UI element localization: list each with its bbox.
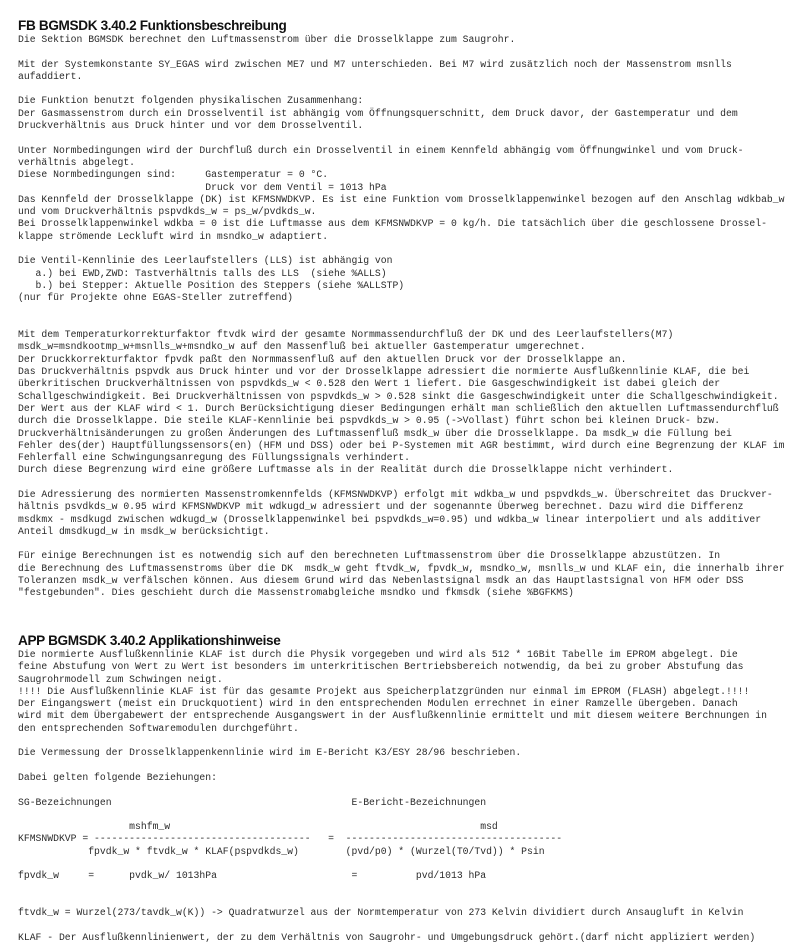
text-line: KFMSNWDKVP = ------------------------------------- = ------------------------------------- — [18, 833, 563, 845]
text-line — [18, 83, 798, 95]
text-line: hältnis psvdkds_w 0.95 wird KFMSNWDKVP mit wdkugd_w adressiert und der sogenannte Überweg berechnet. Dazu wird die Differenz — [18, 501, 744, 513]
text-line: Die Ventil-Kennlinie des Leerlaufstellers (LLS) ist abhängig von — [18, 255, 393, 267]
text-line — [18, 735, 798, 747]
text-line — [18, 243, 798, 255]
text-line: Schallgeschwindigkeit. Bei Druckverhältnissen von pspvdkds_w > 0.528 sinkt die Gasgeschwindigkeit unter die Schallgeschwindigkeit. — [18, 390, 779, 402]
text-line: Mit dem Temperaturkorrekturfaktor ftvdk wird der gesamte Normmassendurchfluß der DK und des Leerlaufstellers(M7) — [18, 329, 674, 341]
text-line: SG-Bezeichnungen E-Bericht-Bezeichnungen — [18, 796, 487, 808]
text-line: die Berechnung des Luftmassenstroms über die DK msdk_w geht ftvdk_w, fpvdk_w, msndko_w, msnlls_w und KLAF ein, die innerhalb ihrer — [18, 562, 785, 574]
text-line: Die Adressierung des normierten Massenstromkennfelds (KFMSNWDKVP) erfolgt mit wdkba_w und pspvdkds_w. Überschreitet das Druckver- — [18, 488, 773, 500]
text-line — [18, 895, 798, 907]
text-line: Fehler des(der) Hauptfüllungssensors(en) (HFM und DSS) oder bei P-Systemen mit AGR bestimmt, wird durch eine Begrenzung der KLAF im — [18, 439, 785, 451]
text-line: wird mit dem Übergabewert der entsprechende Ausgangswert in der Ausflußkennlinie ermittelt und mit diesem weitere Berchnungen in — [18, 710, 767, 722]
text-line — [18, 305, 798, 317]
text-line: Diese Normbedingungen sind: Gastemperatur = 0 °C. — [18, 169, 329, 181]
section-heading: FB BGMSDK 3.40.2 Funktionsbeschreibung — [18, 18, 287, 33]
text-line: Durch diese Begrenzung wird eine größere Luftmasse als in der Realität durch die Drosselklappe nicht verhindert. — [18, 464, 674, 476]
text-line: Der Eingangswert (meist ein Druckquotient) wird in den entsprechenden Modulen errechnet in einer Ramzelle übergeben. Danach — [18, 698, 738, 710]
text-line: fpvdk_w * ftvdk_w * KLAF(pspvdkds_w) (pvd/p0) * (Wurzel(T0/Tvd)) * Psin — [18, 845, 545, 857]
text-line — [18, 132, 798, 144]
text-line: Bei Drosselklappenwinkel wdkba = 0 ist die Luftmasse aus dem KFMSNWDKVP = 0 kg/h. Die tatsächlich über die geschlossene Drossel- — [18, 218, 767, 230]
text-line: Druckverhältnis aus Druck hinter und vor dem Drosselventil. — [18, 120, 364, 132]
text-line: Saugrohrmodell zum Schwingen neigt. — [18, 673, 223, 685]
section-body — [18, 649, 798, 944]
text-line: Fehlerfall eine Schwingungsanregung des Füllungssignals verhindert. — [18, 452, 411, 464]
text-line — [18, 600, 798, 612]
text-line: Mit der Systemkonstante SY_EGAS wird zwischen ME7 und M7 unterschieden. Bei M7 wird zusätzlich noch der Massenstrom msnlls — [18, 58, 732, 70]
text-line: Unter Normbedingungen wird der Durchfluß durch ein Drosselventil in einem Kennfeld abhängig vom Öffnungwinkel und vom Druck- — [18, 144, 744, 156]
text-line: Druckverhältnisänderungen zu großen Änderungen des Luftmassenfluß msdk_w über die Drosselklappe. Da msdk_w die Füllung bei — [18, 427, 732, 439]
text-line: (nur für Projekte ohne EGAS-Steller zutreffend) — [18, 292, 293, 304]
text-line — [18, 538, 798, 550]
text-line — [18, 809, 798, 821]
text-line: ftvdk_w = Wurzel(273/tavdk_w(K)) -> Quadratwurzel aus der Normtemperatur von 273 Kelvin dividiert durch Ansaugluft in Kelvin — [18, 907, 744, 919]
text-line: KLAF - Der Ausflußkennlinienwert, der zu dem Verhältnis von Saugrohr- und Umgebungsdruck gehört.(darf nicht appliziert werden) — [18, 931, 756, 943]
section-heading: APP BGMSDK 3.40.2 Applikationshinweise — [18, 632, 281, 648]
text-line: Der Gasmassenstrom durch ein Drosselventil ist abhängig vom Öffnungsquerschnitt, dem Druck davor, der Gastemperatur und dem — [18, 107, 738, 119]
text-line: Der Wert aus der KLAF wird < 1. Durch Berücksichtigung dieser Bedingungen erhält man schließlich den aktuellen Luftmassendurchfluß — [18, 402, 779, 414]
text-line: Die Funktion benutzt folgenden physikalischen Zusammenhang: — [18, 95, 364, 107]
text-line — [18, 784, 798, 796]
text-line: Anteil dmsdkugd_w in msdk_w berücksichtigt. — [18, 525, 270, 537]
text-line — [18, 883, 798, 895]
text-line: Der Druckkorrekturfaktor fpvdk paßt den Normmassenfluß auf den aktuellen Druck vor der Drosselklappe an. — [18, 353, 627, 365]
text-line: feine Abstufung von Wert zu Wert ist besonders im unterkritischen Bertriebsbereich notwendig, da bei zu grober Abstufung das — [18, 661, 744, 673]
text-line: aufaddiert. — [18, 70, 83, 82]
text-line — [18, 919, 798, 931]
document-page — [18, 17, 798, 944]
text-line: Die Vermessung der Drosselklappenkennlinie wird im E-Bericht K3/ESY 28/96 beschrieben. — [18, 747, 522, 759]
text-line — [18, 317, 798, 329]
text-line: Dabei gelten folgende Beziehungen: — [18, 771, 217, 783]
text-line: klappe strömende Leckluft wird in msndko_w adaptiert. — [18, 230, 329, 242]
section-body — [18, 34, 798, 612]
text-line — [18, 858, 798, 870]
text-line: und vom Druckverhältnis pspvdkds_w = ps_w/pvdkds_w. — [18, 206, 317, 218]
text-line: !!!! Die Ausflußkennlinie KLAF ist für das gesamte Projekt aus Speicherplatzgründen nur einmal im EPROM (FLASH) abgelegt.!!!! — [18, 685, 750, 697]
text-line: fpvdk_w = pvdk_w/ 1013hPa = pvd/1013 hPa — [18, 870, 487, 882]
text-line: überkritischen Druckverhältnissen von pspvdkds_w < 0.528 den Wert 1 liefert. Die Gasgeschwindigkeit ist dabei gleich der — [18, 378, 721, 390]
text-line: Toleranzen msdk_w verfälschen können. Aus diesem Grund wird das Nebenlastsignal msdk an das Hauptlastsignal von HFM oder DSS — [18, 575, 744, 587]
text-line: a.) bei EWD,ZWD: Tastverhältnis talls des LLS (siehe %ALLS) — [18, 267, 387, 279]
text-line: Für einige Berechnungen ist es notwendig sich auf den berechneten Luftmassenstrom über die Drosselklappe abzustützen. In — [18, 550, 721, 562]
text-line: "festgebunden". Dies geschieht durch die Massenstromabgleiche msndko und fkmsdk (siehe %BGFKMS) — [18, 587, 574, 599]
section-funktionsbeschreibung — [18, 17, 798, 612]
text-line: Das Druckverhältnis pspvdk aus Druck hinter und vor der Drosselklappe adressiert die normierte Ausflußkennlinie KLAF, die bei — [18, 366, 750, 378]
text-line: Die normierte Ausflußkennlinie KLAF ist durch die Physik vorgegeben und wird als 512 * 16Bit Tabelle im EPROM abgelegt. Die — [18, 648, 738, 660]
text-line: mshfm_w msd — [18, 821, 498, 833]
text-line: Die Sektion BGMSDK berechnet den Luftmassenstrom über die Drosselklappe zum Saugrohr. — [18, 34, 516, 45]
text-line: den entsprechenden Softwaremodulen durchgeführt. — [18, 722, 299, 734]
section-applikationshinweise — [18, 632, 798, 944]
section-spacer — [18, 612, 798, 632]
text-line: msdk_w=msndkootmp_w+msnlls_w+msndko_w auf den Massenfluß bei aktueller Gastemperatur umgerechnet. — [18, 341, 586, 353]
text-line — [18, 477, 798, 489]
text-line: msdkmx - msdkugd zwischen wdkugd_w (Drosselklappenwinkel bei pspvdkds_w=0.95) und wdkba_w linear interpoliert und als additiver — [18, 513, 762, 525]
text-line: b.) bei Stepper: Aktuelle Position des Steppers (siehe %ALLSTP) — [18, 279, 405, 291]
text-line — [18, 760, 798, 772]
text-line: Das Kennfeld der Drosselklappe (DK) ist KFMSNWDKVP. Es ist eine Funktion vom Drosselklappenwinkel bezogen auf den Anschlag wdkbab_w — [18, 193, 785, 205]
text-line: verhältnis abgelegt. — [18, 156, 136, 168]
text-line — [18, 46, 798, 58]
text-line: Druck vor dem Ventil = 1013 hPa — [18, 181, 387, 193]
text-line: durch die Drosselklappe. Die steile KLAF-Kennlinie bei pspvdkds_w > 0.95 (->Vollast) führt schon bei kleinen Druck- bzw. — [18, 415, 721, 427]
